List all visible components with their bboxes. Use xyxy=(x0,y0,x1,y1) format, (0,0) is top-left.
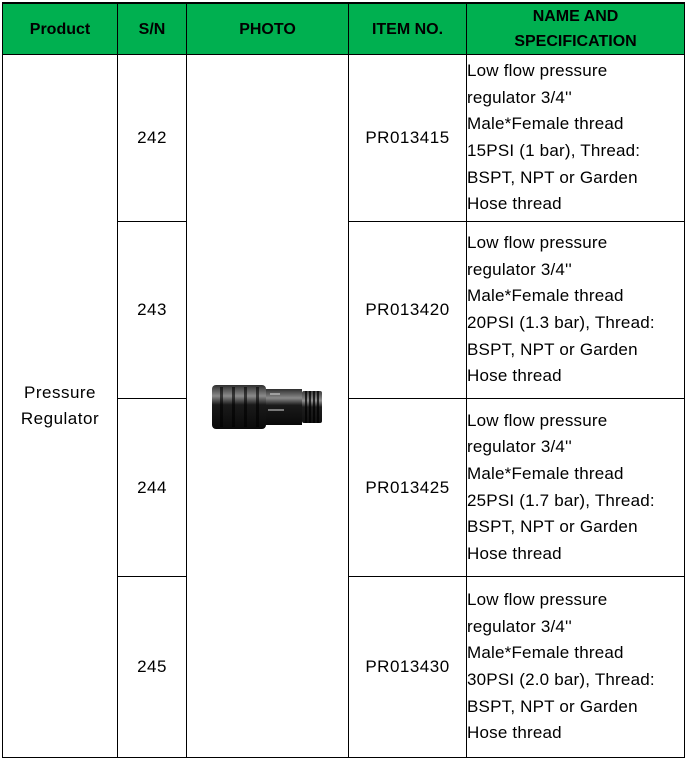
spec-line: Hose thread xyxy=(467,194,562,214)
spec-line: Low flow pressure xyxy=(467,410,608,430)
spec-line: regulator 3/4'' xyxy=(467,437,572,457)
sn-cell: 242 xyxy=(118,55,187,222)
spec-line: Low flow pressure xyxy=(467,233,608,253)
spec-line: Hose thread xyxy=(467,543,562,563)
header-sn: S/N xyxy=(118,3,187,55)
spec-line: 15PSI (1 bar), Thread: xyxy=(467,141,641,160)
pressure-regulator-photo xyxy=(210,379,325,434)
spec-line: BSPT, NPT or Garden xyxy=(467,517,638,537)
spec-line: regulator 3/4'' xyxy=(467,87,572,107)
product-line1: Pressure xyxy=(23,383,97,402)
spec-line: Hose thread xyxy=(467,366,562,386)
spec-line: 30PSI (2.0 bar), Thread: xyxy=(467,670,655,689)
table-row xyxy=(3,55,685,222)
header-photo: PHOTO xyxy=(187,3,349,55)
item-no-cell: PR013425 xyxy=(349,399,467,577)
spec-cell xyxy=(467,55,685,222)
spec-cell xyxy=(467,577,685,758)
spec-line: BSPT, NPT or Garden xyxy=(467,167,638,187)
photo-cell xyxy=(187,55,349,758)
header-name-spec-line1: NAME AND xyxy=(532,8,619,25)
spec-line: 20PSI (1.3 bar), Thread: xyxy=(467,313,655,332)
spec-line: Low flow pressure xyxy=(467,590,608,610)
spec-line: Male*Female thread xyxy=(467,114,624,134)
item-no-cell: PR013420 xyxy=(349,222,467,399)
sn-cell: 243 xyxy=(118,222,187,399)
product-cell xyxy=(3,55,118,758)
header-name-spec xyxy=(467,3,685,55)
sn-cell: 245 xyxy=(118,577,187,758)
spec-line: 25PSI (1.7 bar), Thread: xyxy=(467,490,655,510)
spec-line: BSPT, NPT or Garden xyxy=(467,696,638,716)
spec-line: Male*Female thread xyxy=(467,286,624,306)
spec-line: Hose thread xyxy=(467,723,562,743)
spec-line: regulator 3/4'' xyxy=(467,259,572,279)
header-row xyxy=(3,3,685,55)
spec-cell xyxy=(467,222,685,399)
spec-line: BSPT, NPT or Garden xyxy=(467,339,638,359)
header-name-spec-line2: SPECIFICATION xyxy=(514,33,637,50)
spec-line: Male*Female thread xyxy=(467,463,624,483)
product-line2: Regulator xyxy=(20,409,100,428)
header-product: Product xyxy=(3,3,118,55)
spec-cell xyxy=(467,399,685,577)
item-no-cell: PR013415 xyxy=(349,55,467,222)
sn-cell: 244 xyxy=(118,399,187,577)
spec-line: Male*Female thread xyxy=(467,643,624,663)
product-table xyxy=(2,2,685,758)
spec-line: regulator 3/4'' xyxy=(467,616,572,636)
item-no-cell: PR013430 xyxy=(349,577,467,758)
header-item-no: ITEM NO. xyxy=(349,3,467,55)
spec-line: Low flow pressure xyxy=(467,61,608,81)
